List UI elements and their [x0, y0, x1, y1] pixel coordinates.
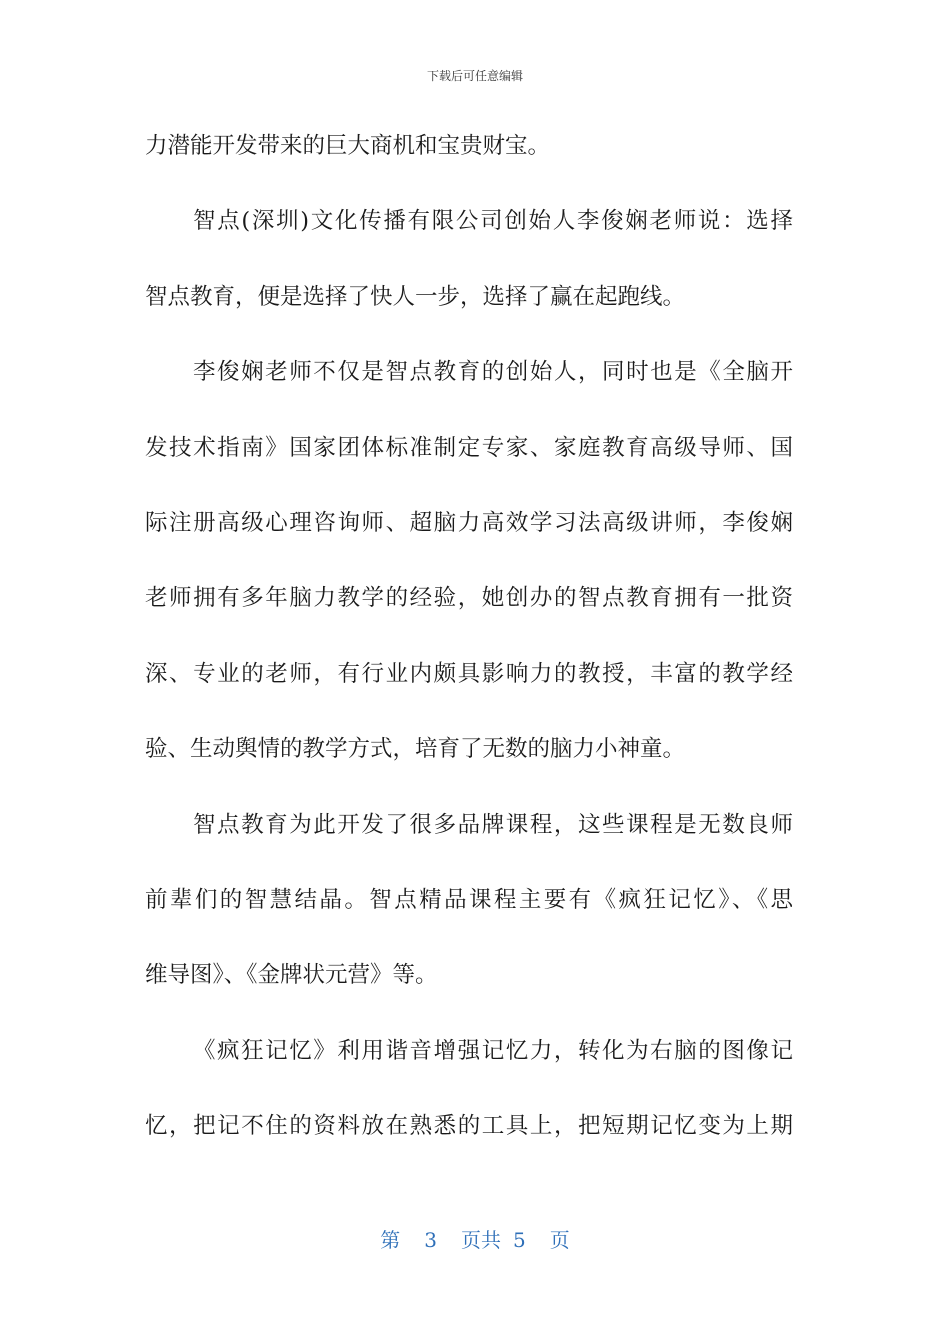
text-line: 李俊娴老师不仅是智点教育的创始人，同时也是《全脑开	[193, 359, 793, 386]
document-body	[145, 120, 793, 1175]
text-line: 际注册高级心理咨询师、超脑力高效学习法高级讲师，李俊娴	[145, 509, 793, 536]
footer-suffix: 页	[549, 1228, 570, 1252]
text-line: 智点(深圳)文化传播有限公司创始人李俊娴老师说：选择	[193, 208, 793, 235]
text-line: 发技术指南》国家团体标准制定专家、家庭教育高级导师、国	[145, 434, 793, 461]
current-page-number: 3	[424, 1228, 437, 1252]
text-line: 《疯狂记忆》利用谐音增强记忆力，转化为右脑的图像记	[193, 1037, 793, 1064]
footer-prefix: 第	[380, 1228, 401, 1252]
page-number-footer	[0, 1224, 950, 1253]
text-line: 力潜能开发带来的巨大商机和宝贵财宝。	[145, 133, 551, 159]
text-line: 深、专业的老师，有行业内颇具影响力的教授，丰富的教学经	[145, 660, 793, 687]
text-line: 维导图》、《金牌状元营》等。	[145, 962, 438, 989]
text-line: 老师拥有多年脑力教学的经验，她创办的智点教育拥有一批资	[145, 585, 793, 612]
text-line: 忆，把记不住的资料放在熟悉的工具上，把短期记忆变为上期	[145, 1113, 793, 1140]
text-line: 智点教育为此开发了很多品牌课程，这些课程是无数良师	[193, 811, 793, 838]
footer-middle: 页共	[461, 1228, 501, 1252]
text-line: 智点教育，便是选择了快人一步，选择了赢在起跑线。	[145, 283, 686, 310]
text-line: 验、生动舆情的教学方式，培育了无数的脑力小神童。	[145, 736, 686, 763]
total-pages-number: 5	[513, 1228, 526, 1252]
page-header-note: 下载后可任意编辑	[426, 69, 523, 83]
text-line: 前辈们的智慧结晶。智点精品课程主要有《疯狂记忆》、《思	[145, 886, 793, 913]
